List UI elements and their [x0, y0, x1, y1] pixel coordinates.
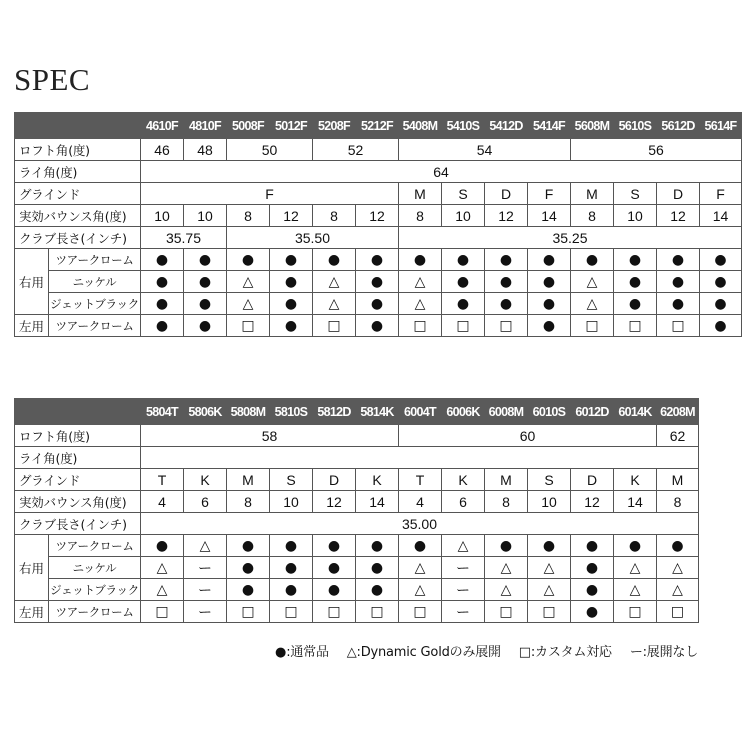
- availability-cell: □: [313, 601, 356, 623]
- finish-label: ツアークローム: [49, 535, 141, 557]
- availability-cell: ●: [141, 293, 184, 315]
- availability-cell: △: [399, 579, 442, 601]
- spec-value: S: [270, 469, 313, 491]
- availability-cell: △: [313, 293, 356, 315]
- length-label: クラブ長さ(インチ): [15, 227, 141, 249]
- spec-value: 12: [571, 491, 614, 513]
- grind-label: グラインド: [15, 183, 141, 205]
- model-cell: 5612D: [657, 113, 700, 139]
- availability-cell: ●: [141, 315, 184, 337]
- grind-value: S: [442, 183, 485, 205]
- left-hand-label: 左用: [15, 601, 49, 623]
- bounce-row: [15, 491, 699, 513]
- spec-value: M: [657, 469, 699, 491]
- finish-label: ニッケル: [49, 557, 141, 579]
- availability-cell: ●: [356, 271, 399, 293]
- nickel-row: [15, 557, 699, 579]
- left-hand-label: 左用: [15, 315, 49, 337]
- lie-label: ライ角(度): [15, 447, 141, 469]
- availability-cell: ●: [700, 249, 742, 271]
- model-cell: 4610F: [141, 113, 184, 139]
- availability-cell: ●: [528, 293, 571, 315]
- availability-cell: ●: [313, 535, 356, 557]
- availability-cell: ●: [485, 293, 528, 315]
- right-hand-label: 右用: [15, 249, 49, 315]
- spec-value: 4: [141, 491, 184, 513]
- availability-cell: □: [528, 601, 571, 623]
- finish-label: ツアークローム: [49, 315, 141, 337]
- availability-cell: ●: [141, 535, 184, 557]
- jet-black-row: [15, 293, 742, 315]
- availability-cell: ●: [313, 249, 356, 271]
- bounce-value: 8: [399, 205, 442, 227]
- bounce-value: 12: [485, 205, 528, 227]
- finish-label: ツアークローム: [49, 601, 141, 623]
- availability-cell: △: [485, 579, 528, 601]
- availability-cell: ●: [485, 535, 528, 557]
- availability-cell: ●: [184, 249, 227, 271]
- loft-value: 50: [227, 139, 313, 161]
- spec-value: T: [141, 469, 184, 491]
- model-cell: 5208F: [313, 113, 356, 139]
- grind-value: D: [485, 183, 528, 205]
- loft-value: 60: [399, 425, 657, 447]
- spec-value: 6: [442, 491, 485, 513]
- availability-cell: △: [399, 557, 442, 579]
- spec-value: 8: [485, 491, 528, 513]
- availability-cell: ●: [442, 293, 485, 315]
- model-cell: 6012D: [571, 399, 614, 425]
- model-cell: 6006K: [442, 399, 485, 425]
- availability-cell: △: [571, 293, 614, 315]
- spec-value: K: [442, 469, 485, 491]
- availability-cell: ●: [571, 601, 614, 623]
- model-cell: 4810F: [184, 113, 227, 139]
- model-cell: 5810S: [270, 399, 313, 425]
- model-cell: 5812D: [313, 399, 356, 425]
- availability-cell: △: [657, 557, 699, 579]
- availability-cell: △: [528, 557, 571, 579]
- availability-cell: △: [485, 557, 528, 579]
- length-value: 35.50: [227, 227, 399, 249]
- loft-value: 46: [141, 139, 184, 161]
- availability-cell: ●: [442, 249, 485, 271]
- availability-cell: ●: [356, 535, 399, 557]
- spec-value: 6: [184, 491, 227, 513]
- header-corner: [15, 399, 141, 425]
- availability-cell: △: [399, 271, 442, 293]
- spec-value: 14: [356, 491, 399, 513]
- header-corner: [15, 113, 141, 139]
- grind-value: F: [700, 183, 742, 205]
- availability-cell: □: [399, 601, 442, 623]
- loft-value: 58: [141, 425, 399, 447]
- availability-cell: △: [657, 579, 699, 601]
- spec-table-2: [14, 398, 699, 623]
- length-value: 35.75: [141, 227, 227, 249]
- left-tour-chrome-row: [15, 601, 699, 623]
- availability-cell: □: [356, 601, 399, 623]
- model-cell: 5608M: [571, 113, 614, 139]
- bounce-value: 8: [313, 205, 356, 227]
- model-cell: 5610S: [614, 113, 657, 139]
- model-cell: 5806K: [184, 399, 227, 425]
- model-cell: 6010S: [528, 399, 571, 425]
- grind-value: F: [141, 183, 399, 205]
- bounce-label: 実効バウンス角(度): [15, 491, 141, 513]
- model-cell: 5804T: [141, 399, 184, 425]
- availability-cell: ●: [657, 535, 699, 557]
- bounce-value: 10: [184, 205, 227, 227]
- model-cell: 5414F: [528, 113, 571, 139]
- bounce-value: 8: [571, 205, 614, 227]
- availability-cell: □: [227, 315, 270, 337]
- loft-row: [15, 139, 742, 161]
- loft-label: ロフト角(度): [15, 425, 141, 447]
- availability-cell: ●: [270, 535, 313, 557]
- length-label: クラブ長さ(インチ): [15, 513, 141, 535]
- availability-cell: ●: [270, 557, 313, 579]
- availability-cell: □: [485, 315, 528, 337]
- model-cell: 5212F: [356, 113, 399, 139]
- availability-cell: ー: [442, 557, 485, 579]
- model-header-row: [15, 399, 699, 425]
- availability-cell: ●: [356, 579, 399, 601]
- availability-cell: ●: [700, 315, 742, 337]
- model-cell: 5410S: [442, 113, 485, 139]
- availability-cell: ー: [442, 601, 485, 623]
- spec-value: 10: [528, 491, 571, 513]
- availability-cell: ●: [356, 315, 399, 337]
- spec-value: S: [528, 469, 571, 491]
- legend-dg-only: △:Dynamic Goldのみ展開: [346, 645, 501, 660]
- availability-cell: ●: [571, 535, 614, 557]
- spec-value: K: [614, 469, 657, 491]
- availability-cell: ●: [270, 579, 313, 601]
- tour-chrome-row: [15, 535, 699, 557]
- availability-cell: □: [614, 315, 657, 337]
- finish-label: ツアークローム: [49, 249, 141, 271]
- availability-cell: □: [614, 601, 657, 623]
- availability-cell: ●: [270, 293, 313, 315]
- availability-cell: △: [614, 579, 657, 601]
- model-cell: 5814K: [356, 399, 399, 425]
- model-cell: 6008M: [485, 399, 528, 425]
- bounce-value: 10: [442, 205, 485, 227]
- availability-cell: ●: [270, 271, 313, 293]
- availability-cell: ●: [700, 271, 742, 293]
- page-title: SPEC: [14, 62, 91, 97]
- availability-cell: ●: [227, 557, 270, 579]
- spec-value: 10: [270, 491, 313, 513]
- spec-value: D: [571, 469, 614, 491]
- availability-cell: ー: [184, 579, 227, 601]
- loft-value: 52: [313, 139, 399, 161]
- loft-value: 56: [571, 139, 742, 161]
- loft-row: [15, 425, 699, 447]
- availability-cell: △: [571, 271, 614, 293]
- length-value: 35.25: [399, 227, 742, 249]
- bounce-row: [15, 205, 742, 227]
- availability-cell: △: [313, 271, 356, 293]
- availability-cell: ●: [184, 271, 227, 293]
- availability-cell: ●: [614, 293, 657, 315]
- availability-cell: □: [657, 315, 700, 337]
- availability-cell: ●: [528, 249, 571, 271]
- model-cell: 5408M: [399, 113, 442, 139]
- availability-cell: ●: [141, 249, 184, 271]
- availability-cell: ●: [227, 579, 270, 601]
- model-header-row: [15, 113, 742, 139]
- availability-cell: ●: [528, 271, 571, 293]
- availability-cell: ●: [485, 249, 528, 271]
- finish-label: ジェットブラック: [49, 293, 141, 315]
- availability-cell: ●: [571, 579, 614, 601]
- availability-cell: ●: [270, 249, 313, 271]
- availability-cell: □: [657, 601, 699, 623]
- availability-cell: ●: [571, 249, 614, 271]
- availability-cell: ●: [184, 315, 227, 337]
- bounce-value: 14: [700, 205, 742, 227]
- model-cell: 5008F: [227, 113, 270, 139]
- availability-cell: ●: [356, 293, 399, 315]
- spec-value: M: [227, 469, 270, 491]
- legend: [0, 641, 698, 660]
- spec-value: T: [399, 469, 442, 491]
- model-cell: 6208M: [657, 399, 699, 425]
- grind-value: M: [571, 183, 614, 205]
- availability-cell: ●: [399, 535, 442, 557]
- length-row: [15, 513, 699, 535]
- bounce-value: 10: [614, 205, 657, 227]
- loft-value: 48: [184, 139, 227, 161]
- availability-cell: ●: [399, 249, 442, 271]
- spec-value: 14: [614, 491, 657, 513]
- jet-black-row: [15, 579, 699, 601]
- loft-value: 62: [657, 425, 699, 447]
- grind-label: グラインド: [15, 469, 141, 491]
- finish-label: ニッケル: [49, 271, 141, 293]
- lie-row: [15, 161, 742, 183]
- availability-cell: ●: [614, 249, 657, 271]
- availability-cell: ●: [614, 271, 657, 293]
- model-cell: 5012F: [270, 113, 313, 139]
- length-row: [15, 227, 742, 249]
- availability-cell: ●: [657, 249, 700, 271]
- availability-cell: △: [399, 293, 442, 315]
- availability-cell: △: [614, 557, 657, 579]
- model-cell: 6014K: [614, 399, 657, 425]
- bounce-value: 12: [657, 205, 700, 227]
- availability-cell: ー: [442, 579, 485, 601]
- legend-none: ー:展開なし: [629, 645, 698, 660]
- grind-value: M: [399, 183, 442, 205]
- length-value: 35.00: [141, 513, 699, 535]
- bounce-label: 実効バウンス角(度): [15, 205, 141, 227]
- availability-cell: ー: [184, 601, 227, 623]
- availability-cell: ●: [528, 535, 571, 557]
- lie-value: 64: [141, 161, 742, 183]
- spec-value: 8: [657, 491, 699, 513]
- loft-label: ロフト角(度): [15, 139, 141, 161]
- model-cell: 5614F: [700, 113, 742, 139]
- bounce-value: 12: [270, 205, 313, 227]
- spec-value: K: [356, 469, 399, 491]
- left-tour-chrome-row: [15, 315, 742, 337]
- availability-cell: ●: [313, 557, 356, 579]
- spec-value: 4: [399, 491, 442, 513]
- availability-cell: ●: [227, 249, 270, 271]
- bounce-value: 8: [227, 205, 270, 227]
- bounce-value: 14: [528, 205, 571, 227]
- grind-value: F: [528, 183, 571, 205]
- availability-cell: □: [270, 601, 313, 623]
- availability-cell: ●: [485, 271, 528, 293]
- model-cell: 5808M: [227, 399, 270, 425]
- availability-cell: ●: [184, 293, 227, 315]
- availability-cell: △: [227, 293, 270, 315]
- availability-cell: ●: [141, 271, 184, 293]
- availability-cell: ●: [528, 315, 571, 337]
- grind-value: S: [614, 183, 657, 205]
- spec-value: 12: [313, 491, 356, 513]
- availability-cell: □: [485, 601, 528, 623]
- nickel-row: [15, 271, 742, 293]
- availability-cell: ー: [184, 557, 227, 579]
- availability-cell: □: [227, 601, 270, 623]
- model-cell: 5412D: [485, 113, 528, 139]
- tour-chrome-row: [15, 249, 742, 271]
- availability-cell: △: [184, 535, 227, 557]
- availability-cell: □: [571, 315, 614, 337]
- availability-cell: ●: [657, 293, 700, 315]
- availability-cell: ●: [700, 293, 742, 315]
- lie-label: ライ角(度): [15, 161, 141, 183]
- legend-standard: ●:通常品: [275, 645, 329, 660]
- spec-table-1: [14, 112, 742, 337]
- availability-cell: ●: [356, 249, 399, 271]
- availability-cell: △: [141, 557, 184, 579]
- availability-cell: △: [227, 271, 270, 293]
- availability-cell: □: [442, 315, 485, 337]
- loft-value: 54: [399, 139, 571, 161]
- availability-cell: ●: [614, 535, 657, 557]
- finish-label: ジェットブラック: [49, 579, 141, 601]
- availability-cell: ●: [657, 271, 700, 293]
- availability-cell: △: [141, 579, 184, 601]
- availability-cell: □: [313, 315, 356, 337]
- spec-value: M: [485, 469, 528, 491]
- spec-value: 8: [227, 491, 270, 513]
- lie-row: [15, 447, 699, 469]
- availability-cell: ●: [270, 315, 313, 337]
- availability-cell: △: [442, 535, 485, 557]
- availability-cell: △: [528, 579, 571, 601]
- grind-value: D: [657, 183, 700, 205]
- spec-value: K: [184, 469, 227, 491]
- availability-cell: ●: [356, 557, 399, 579]
- availability-cell: ●: [313, 579, 356, 601]
- availability-cell: ●: [227, 535, 270, 557]
- availability-cell: □: [141, 601, 184, 623]
- bounce-value: 12: [356, 205, 399, 227]
- grind-row: [15, 469, 699, 491]
- availability-cell: □: [399, 315, 442, 337]
- spec-value: D: [313, 469, 356, 491]
- availability-cell: ●: [571, 557, 614, 579]
- right-hand-label: 右用: [15, 535, 49, 601]
- availability-cell: ●: [442, 271, 485, 293]
- lie-value: [141, 447, 699, 469]
- bounce-value: 10: [141, 205, 184, 227]
- legend-custom: □:カスタム対応: [518, 645, 612, 660]
- grind-row: [15, 183, 742, 205]
- model-cell: 6004T: [399, 399, 442, 425]
